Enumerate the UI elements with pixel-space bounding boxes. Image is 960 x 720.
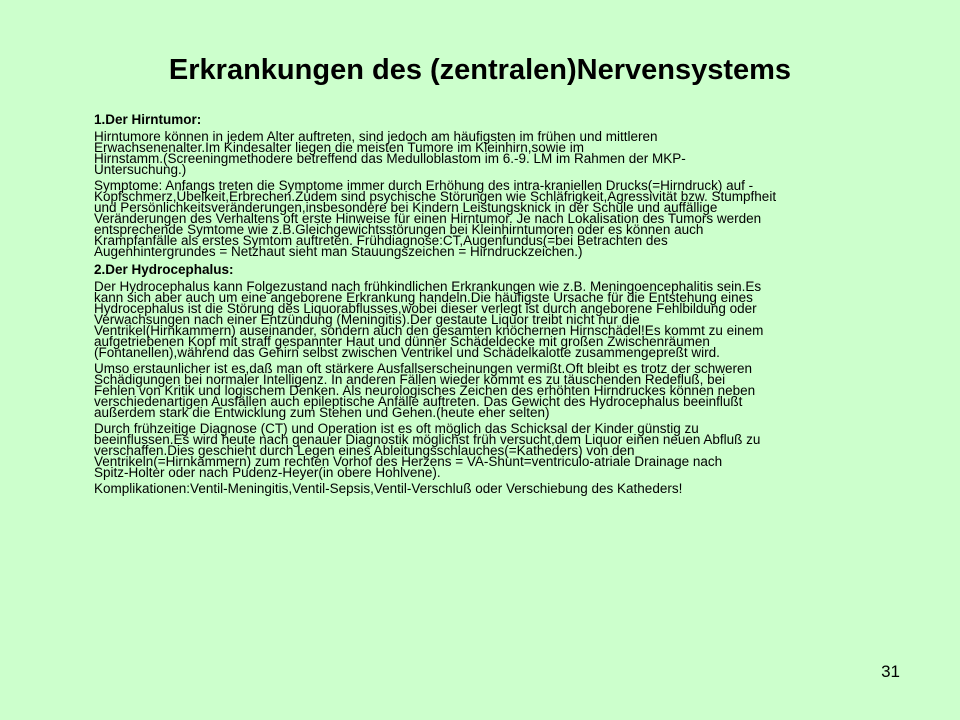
text-line: kann sich aber auch um eine angeborene Erkrankung handeln.Die häufigste Ursache für die Entstehung eines <box>94 290 753 305</box>
slide-body <box>94 112 894 499</box>
text-line: entsprechende Symtome wie z.B.Gleichgewichtsstörungen bei Kleinhirntumoren oder es können auch <box>94 222 704 237</box>
paragraph <box>94 131 894 175</box>
text-line: beeinflussen.Es wird heute nach genauer Diagnostik möglichst früh versucht,dem Liquor einen neuen Abfluß zu <box>94 432 761 447</box>
paragraph <box>94 483 894 494</box>
text-line: Augenhintergrundes = Netzhaut sieht man Stauungszeichen = Hirndruckzeichen.) <box>94 244 583 259</box>
paragraph <box>94 180 894 257</box>
text-line: Kopfschmerz,Übelkeit,Erbrechen.Zudem sind psychische Störungen wie Schläfrigkeit,Agressivität bzw. Stumpfheit <box>94 189 777 204</box>
text-line: Durch frühzeitige Diagnose (CT) und Operation ist es oft möglich das Schicksal der Kinder günstig zu <box>94 421 699 436</box>
text-line: Komplikationen:Ventil-Meningitis,Ventil-Sepsis,Ventil-Verschluß oder Verschiebung des Katheders! <box>94 481 683 496</box>
text-line: und Persönlichkeitsveränderungen,insbesondere bei Kindern Leistungsknick in der Schule und auffällige <box>94 200 718 215</box>
text-line: verschiedenartigen Ausfällen auch epileptische Anfälle auftreten. Das Gewicht des Hydrocephalus beeinflußt <box>94 394 743 409</box>
text-line: Spitz-Holter oder nach Pudenz-Heyer(in obere Hohlvene). <box>94 465 441 480</box>
text-line: Krampfanfälle als erstes Symtom auftreten. Frühdiagnose:CT,Augenfundus(=bei Betrachten des <box>94 233 668 248</box>
text-line: aufgetriebenen Kopf mit straff gespannter Haut und dünner Schädeldecke mit großen Zwischenräumen <box>94 334 710 349</box>
text-line: Ventrikel(Hirnkammern) auseinander, sondern auch den gesamten knöchernen Hirnschädel!Es kommt zu einem <box>94 323 764 338</box>
text-line: Umso erstaunlicher ist es,daß man oft stärkere Ausfallserscheinungen vermißt.Oft bleibt es trotz der schweren <box>94 361 753 376</box>
section-heading: 2.Der Hydrocephalus: <box>94 262 234 277</box>
paragraph <box>94 281 894 358</box>
text-line: (Fontanellen),während das Gehirn selbst zwischen Ventrikel und Schädelkalotte zusammengepreßt wird. <box>94 345 720 360</box>
paragraph <box>94 363 894 418</box>
text-line: Hydrocephalus ist die Störung des Liquorabflusses,wobei dieser verlegt ist durch angeborene Fehlbildung oder <box>94 301 757 316</box>
page-number: 31 <box>881 662 900 681</box>
text-line: Ventrikeln(=Hirnkammern) zum rechten Vorhof des Herzens = VA-Shunt=ventriculo-atriale Drainage nach <box>94 454 723 469</box>
text-line: Untersuchung.) <box>94 162 187 177</box>
section-heading: 1.Der Hirntumor: <box>94 112 202 127</box>
text-line: Hirnstamm.(Screeningmethodere betreffend das Medulloblastom im 6.-9. LM im Rahmen der MKP- <box>94 151 686 166</box>
text-line: Fehlen von Kritik und logischem Denken. Als neurologisches Zeichen des erhöhten Hirndruckes können neben <box>94 383 756 398</box>
text-line: Erwachsenenalter.Im Kindesalter liegen die meisten Tumore im Kleinhirn,sowie im <box>94 140 584 155</box>
text-line: Veränderungen des Verhaltens oft erste Hinweise für einen Hirntumor. Je nach Lokalisation des Tumors werden <box>94 211 762 226</box>
text-line: Schädigungen bei normaler Intelligenz. In anderen Fällen wieder kommt es zu täuschenden Redefluß, bei <box>94 372 726 387</box>
text-line: Hirntumore können in jedem Alter auftreten, sind jedoch am häufigsten im frühen und mittleren <box>94 129 658 144</box>
text-line: Der Hydrocephalus kann Folgezustand nach frühkindlichen Erkrankungen wie z.B. Meningoencephalitis sein.Es <box>94 279 762 294</box>
text-line: außerdem stark die Entwicklung zum Stehen und Gehen.(heute eher selten) <box>94 405 550 420</box>
text-line: verschaffen.Dies geschieht durch Legen eines Ableitungsschlauches(=Katheders) von den <box>94 443 635 458</box>
text-line: Symptome: Anfangs treten die Symptome immer durch Erhöhung des intra-kraniellen Drucks(=Hirndruck) auf - <box>94 178 754 193</box>
slide-title: Erkrankungen des (zentralen)Nervensystems <box>168 54 792 86</box>
text-line: Verwachsungen nach einer Entzündung (Meningitis).Der gestaute Liquor treibt nicht nur die <box>94 312 640 327</box>
paragraph <box>94 423 894 478</box>
